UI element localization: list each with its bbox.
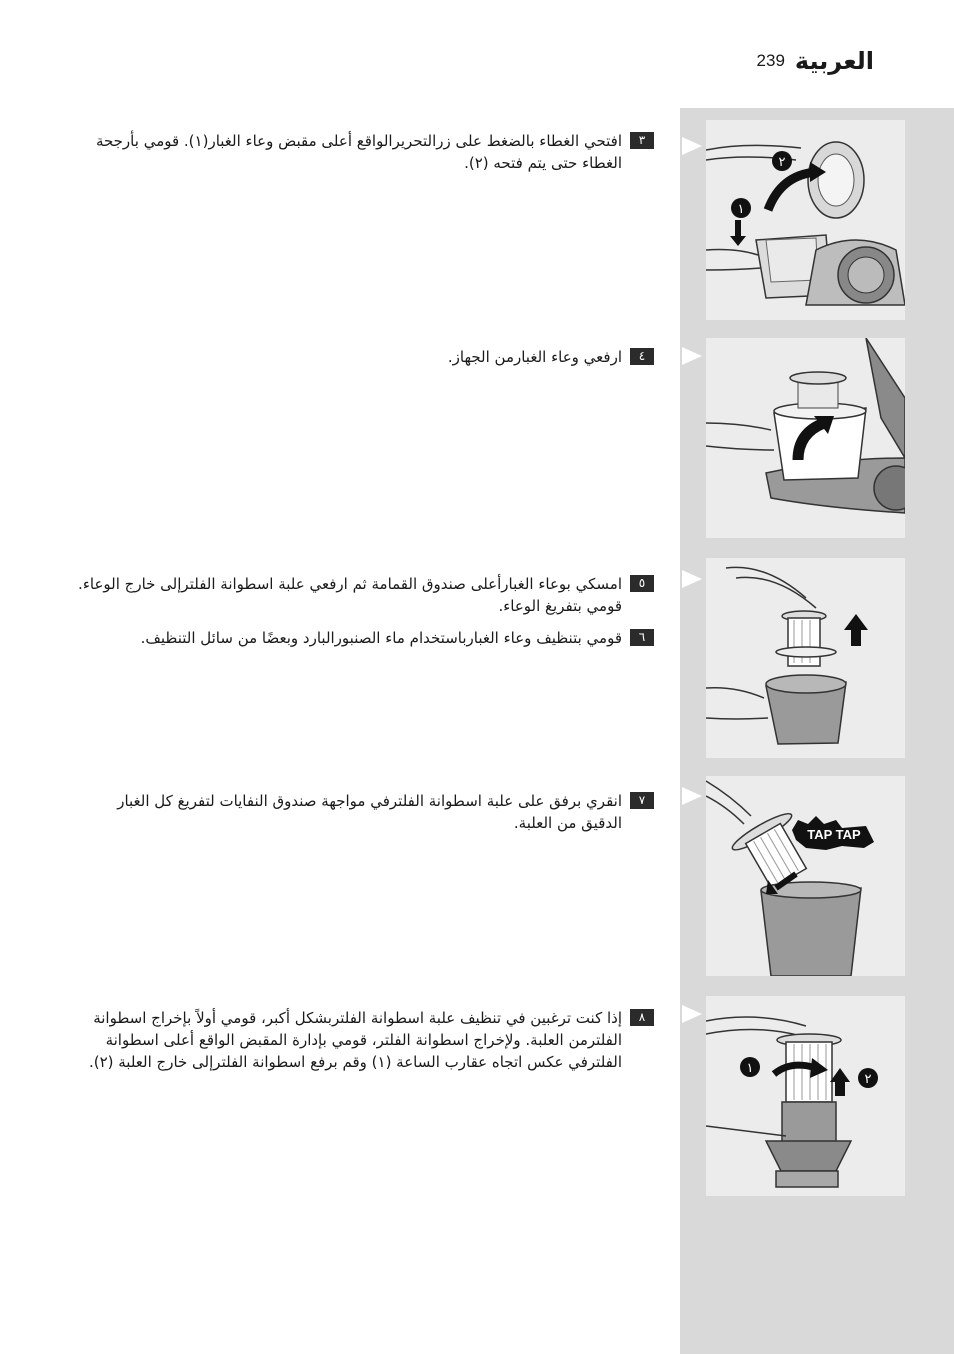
step-number-badge: ٤: [630, 348, 654, 365]
step-number-badge: ٧: [630, 792, 654, 809]
illustration-open-lid: [706, 120, 905, 320]
lift-container-drawing: [706, 338, 905, 538]
open-lid-drawing: [706, 120, 905, 320]
step-text: إذا كنت ترغبين في تنظيف علبة اسطوانة الفلتربشكل أكبر، قومي أولاً بإخراج اسطوانة الفلترمن العلبة. ولإخراج اسطوانة الفلتر، قومي بإدارة المقبض الواقع أعلى اسطوانة الفلترفي عكس اتجاه عقارب الساعة (١) وقم برفع اسطوانة الفلترإلى خارج العلبة (٢).: [88, 1009, 622, 1071]
step-text: قومي بتنظيف وعاء الغبارباستخدام ماء الصنبورالبارد وبعضًا من سائل التنظيف.: [140, 629, 622, 647]
pointer-notch: [682, 570, 702, 588]
language-title: العربية: [794, 47, 874, 75]
step-number-badge: ٣: [630, 132, 654, 149]
tap-tap-caption: TAP TAP: [807, 827, 861, 842]
step-number-badge: ٨: [630, 1009, 654, 1026]
callout-2: ٢: [778, 155, 786, 170]
instruction-step-5: [54, 573, 654, 617]
instruction-step-6: [54, 627, 654, 649]
instruction-step-3: [64, 130, 654, 174]
instruction-step-4: [64, 346, 654, 368]
pointer-notch: [682, 1005, 702, 1023]
twist-filter-drawing: [706, 996, 905, 1196]
step-number-badge: ٥: [630, 575, 654, 592]
page-number: 239: [756, 51, 785, 70]
remove-filter-drawing: [706, 558, 905, 758]
pointer-notch: [682, 347, 702, 365]
pointer-notch: [682, 137, 702, 155]
illustration-tap-filter: [706, 776, 905, 976]
step-text: امسكي بوعاء الغبارأعلى صندوق القمامة ثم ارفعي علبة اسطوانة الفلترإلى خارج الوعاء. قومي بتفريغ الوعاء.: [78, 575, 622, 615]
instruction-step-8: [64, 1007, 654, 1073]
step-text: ارفعي وعاء الغبارمن الجهاز.: [447, 348, 622, 366]
callout-1: ١: [737, 202, 745, 217]
callout-2: ٢: [864, 1072, 872, 1087]
illustration-remove-filter: [706, 558, 905, 758]
step-text: انقري برفق على علبة اسطوانة الفلترفي مواجهة صندوق النفايات لتفريغ كل الغبار الدقيق من العلبة.: [117, 792, 622, 832]
tap-filter-drawing: [706, 776, 905, 976]
instruction-step-5-6: [54, 573, 654, 649]
step-text: افتحي الغطاء بالضغط على زرالتحريرالواقع أعلى مقبض وعاء الغبار(١). قومي بأرجحة الغطاء حتى يتم فتحه (٢).: [95, 132, 622, 172]
callout-1: ١: [746, 1061, 754, 1076]
instruction-step-7: [94, 790, 654, 834]
illustration-twist-filter: [706, 996, 905, 1196]
step-number-badge: ٦: [630, 629, 654, 646]
pointer-notch: [682, 787, 702, 805]
illustration-lift-container: [706, 338, 905, 538]
page-header: [757, 44, 874, 78]
